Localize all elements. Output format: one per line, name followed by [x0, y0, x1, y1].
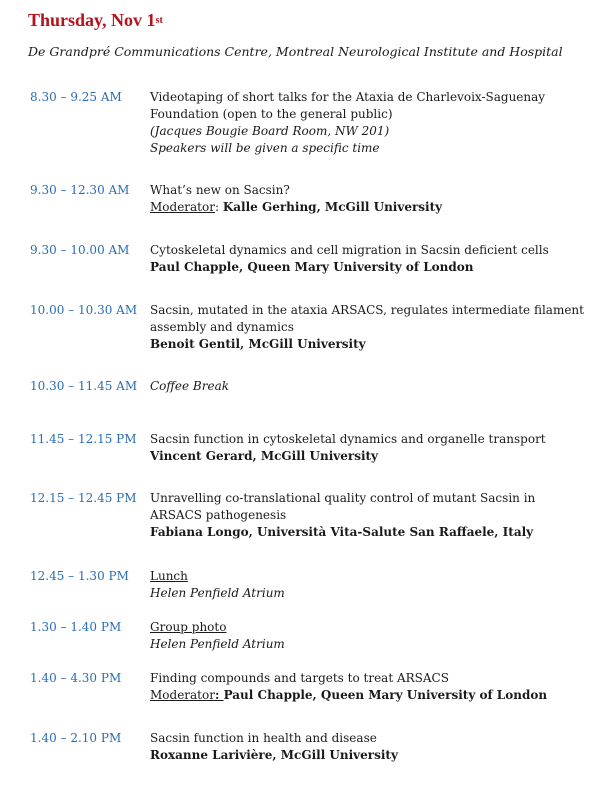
moderator-name: Paul Chapple, Queen Mary University of London	[223, 688, 548, 702]
session-details	[150, 89, 570, 157]
moderator-separator: :	[214, 688, 224, 702]
session-details	[150, 619, 570, 653]
session-title-cont: assembly and dynamics	[150, 320, 294, 334]
session-room: (Jacques Bougie Board Room, NW 201)	[150, 124, 390, 138]
break-label: Coffee Break	[150, 379, 230, 393]
moderator-line	[150, 199, 570, 216]
venue-line: De Grandpré Communications Centre, Montreal Neurological Institute and Hospital	[28, 44, 563, 59]
session-title: What’s new on Sacsin?	[150, 183, 290, 197]
session-time: 9.30 – 10.00 AM	[30, 243, 130, 257]
speaker-name: Fabiana Longo, Università Vita-Salute San Raffaele, Italy	[150, 525, 534, 539]
session-title: Finding compounds and targets to treat ARSACS	[150, 671, 449, 685]
day-heading	[28, 10, 163, 31]
session-time: 10.30 – 11.45 AM	[30, 379, 138, 393]
session-details	[150, 378, 570, 395]
session-title: Cytoskeletal dynamics and cell migration in Sacsin deficient cells	[150, 243, 549, 257]
session-title: Unravelling co-translational quality control of mutant Sacsin in	[150, 491, 536, 505]
moderator-name: Kalle Gerhing, McGill University	[222, 200, 443, 214]
session-location: Helen Penfield Atrium	[150, 637, 285, 651]
session-title: Sacsin function in health and disease	[150, 731, 377, 745]
speaker-name: Paul Chapple, Queen Mary University of London	[150, 260, 474, 274]
session-details	[150, 182, 570, 216]
speaker-name: Roxanne Larivière, McGill University	[150, 748, 398, 762]
session-time: 8.30 – 9.25 AM	[30, 90, 122, 104]
session-note: Speakers will be given a specific time	[150, 141, 380, 155]
day-title: Thursday, Nov 1	[28, 10, 156, 30]
session-time: 1.40 – 2.10 PM	[30, 731, 122, 745]
moderator-line	[150, 687, 570, 704]
session-details	[150, 431, 570, 465]
session-title-cont: Foundation (open to the general public)	[150, 107, 393, 121]
session-title: Group photo	[150, 620, 227, 634]
session-time: 11.45 – 12.15 PM	[30, 432, 137, 446]
session-title: Sacsin, mutated in the ataxia ARSACS, regulates intermediate filament	[150, 303, 584, 317]
session-details	[150, 568, 570, 602]
session-location: Helen Penfield Atrium	[150, 586, 285, 600]
speaker-name: Vincent Gerard, McGill University	[150, 449, 379, 463]
speaker-name: Benoit Gentil, McGill University	[150, 337, 366, 351]
session-time: 9.30 – 12.30 AM	[30, 183, 130, 197]
session-time: 1.40 – 4.30 PM	[30, 671, 122, 685]
session-time: 12.15 – 12.45 PM	[30, 491, 137, 505]
moderator-label: Moderator	[150, 200, 215, 214]
session-details	[150, 302, 584, 353]
moderator-label: Moderator	[150, 688, 215, 702]
session-time: 12.45 – 1.30 PM	[30, 569, 129, 583]
session-details	[150, 490, 570, 541]
day-suffix: st	[155, 15, 163, 26]
session-title: Sacsin function in cytoskeletal dynamics and organelle transport	[150, 432, 546, 446]
session-title-cont: ARSACS pathogenesis	[150, 508, 287, 522]
session-details	[150, 242, 570, 276]
session-title: Videotaping of short talks for the Ataxia de Charlevoix-Saguenay	[150, 90, 546, 104]
session-time: 1.30 – 1.40 PM	[30, 620, 122, 634]
session-details	[150, 730, 570, 764]
session-time: 10.00 – 10.30 AM	[30, 303, 138, 317]
session-title: Lunch	[150, 569, 188, 583]
session-details	[150, 670, 570, 704]
moderator-separator: :	[214, 200, 223, 214]
